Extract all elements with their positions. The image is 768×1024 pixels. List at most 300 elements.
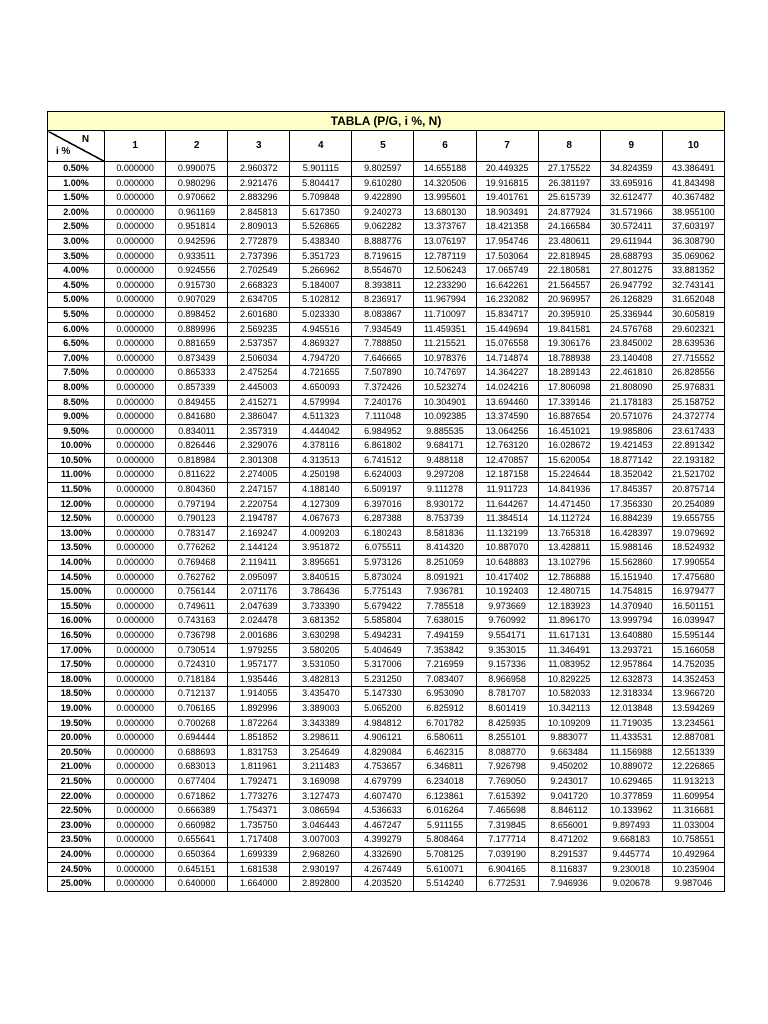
- table-row: [48, 483, 725, 498]
- factor-cell: 11.913213: [662, 774, 724, 789]
- factor-cell: 24.576768: [600, 322, 662, 337]
- factor-cell: 0.718184: [166, 672, 228, 687]
- factor-cell: 8.471202: [538, 833, 600, 848]
- factor-cell: 11.033004: [662, 818, 724, 833]
- factor-cell: 16.887654: [538, 410, 600, 425]
- n-label: N: [81, 134, 90, 145]
- factor-cell: 16.642261: [476, 278, 538, 293]
- factor-cell: 4.332690: [352, 847, 414, 862]
- factor-cell: 35.069062: [662, 249, 724, 264]
- factor-cell: 16.428397: [600, 526, 662, 541]
- factor-cell: 10.133962: [600, 804, 662, 819]
- factor-cell: 43.386491: [662, 162, 724, 177]
- factor-cell: 10.109209: [538, 716, 600, 731]
- factor-cell: 4.906121: [352, 731, 414, 746]
- factor-cell: 0.000000: [105, 789, 166, 804]
- factor-cell: 12.470857: [476, 453, 538, 468]
- interest-rate-cell: 4.50%: [48, 278, 105, 293]
- factor-cell: 4.009203: [290, 526, 352, 541]
- factor-cell: 3.211483: [290, 760, 352, 775]
- table-row: [48, 614, 725, 629]
- factor-cell: 1.754371: [228, 804, 290, 819]
- factor-cell: 26.126829: [600, 293, 662, 308]
- factor-cell: 8.601419: [476, 701, 538, 716]
- factor-cell: 18.903491: [476, 205, 538, 220]
- table-row: [48, 191, 725, 206]
- factor-cell: 15.834717: [476, 307, 538, 322]
- factor-cell: 8.846112: [538, 804, 600, 819]
- column-header: 8: [538, 131, 600, 162]
- table-row: [48, 731, 725, 746]
- factor-cell: 6.180243: [352, 526, 414, 541]
- factor-cell: 8.116837: [538, 862, 600, 877]
- table-row: [48, 833, 725, 848]
- factor-cell: 17.806098: [538, 380, 600, 395]
- table-row: [48, 541, 725, 556]
- factor-cell: 17.475680: [662, 570, 724, 585]
- interest-rate-cell: 15.00%: [48, 585, 105, 600]
- factor-cell: 25.615739: [538, 191, 600, 206]
- factor-cell: 21.564557: [538, 278, 600, 293]
- factor-cell: 0.933511: [166, 249, 228, 264]
- factor-cell: 23.140408: [600, 351, 662, 366]
- factor-cell: 17.845357: [600, 483, 662, 498]
- factor-cell: 0.000000: [105, 643, 166, 658]
- factor-cell: 13.680130: [414, 205, 476, 220]
- factor-cell: 4.679799: [352, 774, 414, 789]
- factor-cell: 11.644267: [476, 497, 538, 512]
- factor-cell: 12.233290: [414, 278, 476, 293]
- factor-cell: 5.266962: [290, 264, 352, 279]
- factor-cell: 2.415271: [228, 395, 290, 410]
- factor-cell: 10.887070: [476, 541, 538, 556]
- factor-cell: 3.681352: [290, 614, 352, 629]
- factor-cell: 7.926798: [476, 760, 538, 775]
- interest-rate-cell: 23.50%: [48, 833, 105, 848]
- factor-cell: 0.000000: [105, 497, 166, 512]
- factor-cell: 8.091921: [414, 570, 476, 585]
- factor-cell: 7.507890: [352, 366, 414, 381]
- interest-rate-cell: 13.50%: [48, 541, 105, 556]
- factor-cell: 14.370940: [600, 599, 662, 614]
- factor-cell: 0.961169: [166, 205, 228, 220]
- factor-cell: 0.655641: [166, 833, 228, 848]
- factor-cell: 0.000000: [105, 526, 166, 541]
- factor-cell: 31.652048: [662, 293, 724, 308]
- factor-cell: 6.287388: [352, 512, 414, 527]
- factor-cell: 11.215521: [414, 337, 476, 352]
- factor-cell: 11.346491: [538, 643, 600, 658]
- factor-cell: 1.831753: [228, 745, 290, 760]
- factor-cell: 13.373767: [414, 220, 476, 235]
- factor-cell: 5.102812: [290, 293, 352, 308]
- factor-cell: 6.075511: [352, 541, 414, 556]
- factor-cell: 6.397016: [352, 497, 414, 512]
- interest-rate-cell: 12.00%: [48, 497, 105, 512]
- interest-rate-cell: 25.00%: [48, 877, 105, 892]
- interest-rate-cell: 3.50%: [48, 249, 105, 264]
- interest-rate-cell: 11.50%: [48, 483, 105, 498]
- factor-cell: 9.883077: [538, 731, 600, 746]
- factor-cell: 7.769050: [476, 774, 538, 789]
- factor-cell: 32.743141: [662, 278, 724, 293]
- table-row: [48, 847, 725, 862]
- factor-cell: 10.417402: [476, 570, 538, 585]
- factor-cell: 12.551339: [662, 745, 724, 760]
- factor-cell: 9.488118: [414, 453, 476, 468]
- factor-cell: 16.979477: [662, 585, 724, 600]
- factor-cell: 19.306176: [538, 337, 600, 352]
- factor-cell: 1.872264: [228, 716, 290, 731]
- factor-cell: 2.537357: [228, 337, 290, 352]
- table-row: [48, 497, 725, 512]
- factor-cell: 0.671862: [166, 789, 228, 804]
- factor-cell: 2.001686: [228, 629, 290, 644]
- factor-cell: 6.123861: [414, 789, 476, 804]
- factor-cell: 2.386047: [228, 410, 290, 425]
- table-row: [48, 351, 725, 366]
- factor-cell: 16.451021: [538, 424, 600, 439]
- factor-cell: 16.039947: [662, 614, 724, 629]
- interest-rate-cell: 19.00%: [48, 701, 105, 716]
- factor-cell: 3.007003: [290, 833, 352, 848]
- factor-cell: 0.640000: [166, 877, 228, 892]
- factor-cell: 2.569235: [228, 322, 290, 337]
- factor-cell: 19.841581: [538, 322, 600, 337]
- interest-rate-cell: 2.00%: [48, 205, 105, 220]
- factor-cell: 15.449694: [476, 322, 538, 337]
- factor-cell: 16.232082: [476, 293, 538, 308]
- table-row: [48, 424, 725, 439]
- factor-cell: 7.319845: [476, 818, 538, 833]
- factor-cell: 9.230018: [600, 862, 662, 877]
- factor-cell: 25.336944: [600, 307, 662, 322]
- interest-rate-cell: 7.50%: [48, 366, 105, 381]
- factor-cell: 2.930197: [290, 862, 352, 877]
- factor-cell: 4.984812: [352, 716, 414, 731]
- interest-rate-cell: 9.00%: [48, 410, 105, 425]
- interest-rate-cell: 10.00%: [48, 439, 105, 454]
- factor-cell: 3.127473: [290, 789, 352, 804]
- factor-cell: 13.374590: [476, 410, 538, 425]
- factor-cell: 22.891342: [662, 439, 724, 454]
- factor-cell: 0.898452: [166, 307, 228, 322]
- interest-rate-cell: 18.50%: [48, 687, 105, 702]
- table-row: [48, 162, 725, 177]
- factor-cell: 0.000000: [105, 585, 166, 600]
- factor-cell: 12.632873: [600, 672, 662, 687]
- interest-rate-cell: 5.00%: [48, 293, 105, 308]
- factor-cell: 0.865333: [166, 366, 228, 381]
- factor-cell: 6.741512: [352, 453, 414, 468]
- factor-cell: 23.617433: [662, 424, 724, 439]
- table-row: [48, 337, 725, 352]
- factor-cell: 8.966958: [476, 672, 538, 687]
- factor-cell: 0.000000: [105, 410, 166, 425]
- factor-cell: 3.840515: [290, 570, 352, 585]
- table-title: TABLA (P/G, i %, N): [48, 112, 725, 131]
- factor-cell: 11.316681: [662, 804, 724, 819]
- factor-cell: 9.111278: [414, 483, 476, 498]
- table-row: [48, 818, 725, 833]
- factor-cell: 8.753739: [414, 512, 476, 527]
- factor-cell: 11.132199: [476, 526, 538, 541]
- factor-cell: 10.582033: [538, 687, 600, 702]
- factor-cell: 0.849455: [166, 395, 228, 410]
- factor-cell: 0.000000: [105, 716, 166, 731]
- factor-cell: 6.701782: [414, 716, 476, 731]
- factor-cell: 3.580205: [290, 643, 352, 658]
- factor-cell: 10.747697: [414, 366, 476, 381]
- factor-cell: 3.389003: [290, 701, 352, 716]
- factor-cell: 5.911155: [414, 818, 476, 833]
- factor-cell: 0.841680: [166, 410, 228, 425]
- factor-cell: 9.897493: [600, 818, 662, 833]
- factor-cell: 0.000000: [105, 745, 166, 760]
- interest-rate-cell: 24.50%: [48, 862, 105, 877]
- factor-cell: 28.639536: [662, 337, 724, 352]
- factor-cell: 9.243017: [538, 774, 600, 789]
- corner-cell: [48, 131, 105, 162]
- interest-rate-cell: 20.00%: [48, 731, 105, 746]
- factor-cell: 14.754815: [600, 585, 662, 600]
- factor-cell: 7.216959: [414, 658, 476, 673]
- interest-rate-cell: 7.00%: [48, 351, 105, 366]
- interest-rate-cell: 21.50%: [48, 774, 105, 789]
- factor-cell: 14.352453: [662, 672, 724, 687]
- factor-cell: 15.562860: [600, 556, 662, 571]
- factor-cell: 11.617131: [538, 629, 600, 644]
- factor-cell: 38.955100: [662, 205, 724, 220]
- factor-cell: 5.610071: [414, 862, 476, 877]
- column-header: 6: [414, 131, 476, 162]
- factor-cell: 23.480611: [538, 234, 600, 249]
- factor-cell: 9.445774: [600, 847, 662, 862]
- factor-cell: 10.829225: [538, 672, 600, 687]
- factor-cell: 0.000000: [105, 658, 166, 673]
- factor-cell: 7.372426: [352, 380, 414, 395]
- factor-cell: 12.318334: [600, 687, 662, 702]
- factor-cell: 2.357319: [228, 424, 290, 439]
- factor-cell: 0.000000: [105, 249, 166, 264]
- factor-cell: 5.065200: [352, 701, 414, 716]
- factor-cell: 19.916815: [476, 176, 538, 191]
- interest-rate-cell: 8.00%: [48, 380, 105, 395]
- factor-cell: 41.843498: [662, 176, 724, 191]
- factor-cell: 9.353015: [476, 643, 538, 658]
- table-row: [48, 585, 725, 600]
- factor-cell: 1.735750: [228, 818, 290, 833]
- factor-cell: 1.699339: [228, 847, 290, 862]
- factor-cell: 0.970662: [166, 191, 228, 206]
- table-row: [48, 687, 725, 702]
- factor-cell: 2.047639: [228, 599, 290, 614]
- factor-cell: 29.602321: [662, 322, 724, 337]
- interest-rate-cell: 16.50%: [48, 629, 105, 644]
- factor-cell: 20.254089: [662, 497, 724, 512]
- factor-cell: 2.220754: [228, 497, 290, 512]
- factor-cell: 0.873439: [166, 351, 228, 366]
- factor-cell: 8.414320: [414, 541, 476, 556]
- column-header: 10: [662, 131, 724, 162]
- factor-cell: 2.169247: [228, 526, 290, 541]
- interest-rate-cell: 6.00%: [48, 322, 105, 337]
- interest-rate-cell: 21.00%: [48, 760, 105, 775]
- factor-cell: 5.231250: [352, 672, 414, 687]
- factor-cell: 15.595144: [662, 629, 724, 644]
- factor-cell: 12.957864: [600, 658, 662, 673]
- factor-cell: 13.293721: [600, 643, 662, 658]
- factor-cell: 3.482813: [290, 672, 352, 687]
- factor-cell: 2.024478: [228, 614, 290, 629]
- interest-rate-cell: 14.50%: [48, 570, 105, 585]
- factor-cell: 3.298611: [290, 731, 352, 746]
- interest-rate-cell: 23.00%: [48, 818, 105, 833]
- factor-cell: 0.889996: [166, 322, 228, 337]
- factor-cell: 0.000000: [105, 541, 166, 556]
- factor-cell: 0.834011: [166, 424, 228, 439]
- factor-cell: 4.399279: [352, 833, 414, 848]
- factor-cell: 9.610280: [352, 176, 414, 191]
- factor-cell: 16.028672: [538, 439, 600, 454]
- factor-cell: 0.000000: [105, 862, 166, 877]
- factor-cell: 13.694460: [476, 395, 538, 410]
- factor-cell: 7.111048: [352, 410, 414, 425]
- interest-rate-cell: 8.50%: [48, 395, 105, 410]
- factor-cell: 2.892800: [290, 877, 352, 892]
- table-row: [48, 380, 725, 395]
- factor-cell: 18.289143: [538, 366, 600, 381]
- column-header: 3: [228, 131, 290, 162]
- factor-cell: 10.978376: [414, 351, 476, 366]
- factor-cell: 0.743163: [166, 614, 228, 629]
- factor-cell: 13.999794: [600, 614, 662, 629]
- factor-cell: 14.752035: [662, 658, 724, 673]
- factor-cell: 0.804360: [166, 483, 228, 498]
- factor-cell: 4.378116: [290, 439, 352, 454]
- factor-cell: 7.788850: [352, 337, 414, 352]
- factor-cell: 15.166058: [662, 643, 724, 658]
- factor-cell: 12.480715: [538, 585, 600, 600]
- factor-cell: 9.987046: [662, 877, 724, 892]
- factor-cell: 4.829084: [352, 745, 414, 760]
- factor-cell: 0.000000: [105, 439, 166, 454]
- interest-rate-cell: 14.00%: [48, 556, 105, 571]
- interest-rate-cell: 16.00%: [48, 614, 105, 629]
- factor-cell: 11.710097: [414, 307, 476, 322]
- factor-cell: 7.240176: [352, 395, 414, 410]
- factor-cell: 0.749611: [166, 599, 228, 614]
- factor-cell: 3.435470: [290, 687, 352, 702]
- factor-cell: 22.193182: [662, 453, 724, 468]
- factor-cell: 0.826446: [166, 439, 228, 454]
- interest-rate-cell: 17.00%: [48, 643, 105, 658]
- factor-cell: 2.247157: [228, 483, 290, 498]
- interest-rate-cell: 1.00%: [48, 176, 105, 191]
- table-row: [48, 322, 725, 337]
- factor-cell: 21.521702: [662, 468, 724, 483]
- factor-cell: 0.756144: [166, 585, 228, 600]
- factor-cell: 9.684171: [414, 439, 476, 454]
- factor-cell: 12.013848: [600, 701, 662, 716]
- interest-rate-cell: 11.00%: [48, 468, 105, 483]
- factor-cell: 4.467247: [352, 818, 414, 833]
- factor-cell: 11.967994: [414, 293, 476, 308]
- factor-cell: 4.188140: [290, 483, 352, 498]
- factor-cell: 9.041720: [538, 789, 600, 804]
- factor-cell: 0.724310: [166, 658, 228, 673]
- interest-rate-cell: 20.50%: [48, 745, 105, 760]
- factor-cell: 4.794720: [290, 351, 352, 366]
- factor-cell: 9.802597: [352, 162, 414, 177]
- factor-cell: 26.947792: [600, 278, 662, 293]
- factor-cell: 8.930172: [414, 497, 476, 512]
- factor-cell: 12.183923: [538, 599, 600, 614]
- factor-cell: 13.765318: [538, 526, 600, 541]
- factor-cell: 30.605819: [662, 307, 724, 322]
- factor-cell: 27.801275: [600, 264, 662, 279]
- factor-cell: 14.112724: [538, 512, 600, 527]
- factor-cell: 0.000000: [105, 599, 166, 614]
- factor-cell: 5.709848: [290, 191, 352, 206]
- factor-cell: 17.356330: [600, 497, 662, 512]
- table-row: [48, 599, 725, 614]
- factor-cell: 6.580611: [414, 731, 476, 746]
- factor-cell: 6.772531: [476, 877, 538, 892]
- factor-cell: 2.194787: [228, 512, 290, 527]
- factor-cell: 26.381197: [538, 176, 600, 191]
- table-row: [48, 205, 725, 220]
- factor-cell: 0.000000: [105, 205, 166, 220]
- factor-cell: 2.668323: [228, 278, 290, 293]
- table-row: [48, 877, 725, 892]
- interest-rate-cell: 22.50%: [48, 804, 105, 819]
- factor-cell: 17.954746: [476, 234, 538, 249]
- table-row: [48, 249, 725, 264]
- factor-cell: 20.395910: [538, 307, 600, 322]
- factor-cell: 27.175522: [538, 162, 600, 177]
- factor-cell: 3.733390: [290, 599, 352, 614]
- factor-cell: 18.788938: [538, 351, 600, 366]
- factor-cell: 0.000000: [105, 278, 166, 293]
- factor-cell: 0.000000: [105, 380, 166, 395]
- factor-cell: 8.088770: [476, 745, 538, 760]
- factor-cell: 2.475254: [228, 366, 290, 381]
- factor-cell: 10.192403: [476, 585, 538, 600]
- factor-cell: 9.157336: [476, 658, 538, 673]
- factor-cell: 3.086594: [290, 804, 352, 819]
- factor-cell: 19.985806: [600, 424, 662, 439]
- factor-cell: 24.877924: [538, 205, 600, 220]
- factor-cell: 7.177714: [476, 833, 538, 848]
- factor-cell: 2.809013: [228, 220, 290, 235]
- table-row: [48, 439, 725, 454]
- factor-cell: 0.683013: [166, 760, 228, 775]
- interest-rate-cell: 24.00%: [48, 847, 105, 862]
- factor-cell: 17.065749: [476, 264, 538, 279]
- factor-cell: 0.650364: [166, 847, 228, 862]
- factor-cell: 15.224644: [538, 468, 600, 483]
- table-row: [48, 220, 725, 235]
- factor-cell: 6.984952: [352, 424, 414, 439]
- factor-cell: 7.465698: [476, 804, 538, 819]
- table-row: [48, 556, 725, 571]
- factor-cell: 6.825912: [414, 701, 476, 716]
- column-header: 7: [476, 131, 538, 162]
- factor-cell: 11.433531: [600, 731, 662, 746]
- factor-cell: 8.719615: [352, 249, 414, 264]
- factor-cell: 8.781707: [476, 687, 538, 702]
